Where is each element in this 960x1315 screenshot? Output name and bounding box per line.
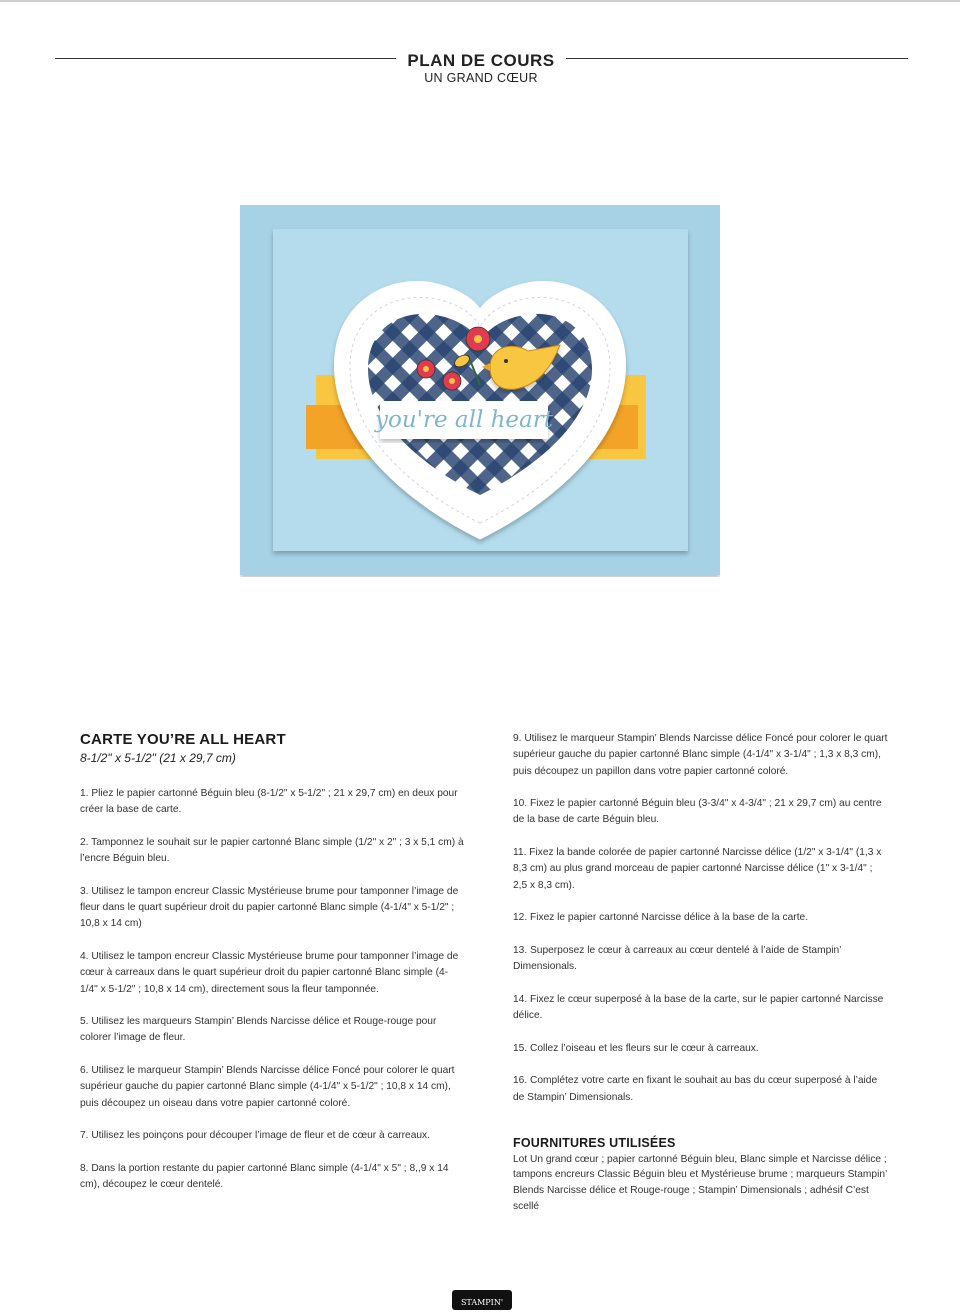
steps-list-right xyxy=(513,731,888,1106)
card-photo xyxy=(240,205,720,577)
step-item: 6. Utilisez le marqueur Stampin’ Blends Narcisse délice Foncé pour colorer le quart supérieur gauche du papier cartonné Blanc simple (4-1/4" x 5-1/2" ; 10,8 x 14 cm), puis découpez un oiseau dans votre papier cartonné coloré. xyxy=(80,1065,455,1109)
steps-list-left xyxy=(80,786,465,1193)
card-title: CARTE YOU’RE ALL HEART xyxy=(80,731,286,748)
step-item: 2. Tamponnez le souhait sur le papier cartonné Blanc simple (1/2" x 2" ; 3 x 5,1 cm) à l’encre Béguin bleu. xyxy=(80,836,464,865)
card-illustration xyxy=(240,205,720,577)
header-line-right xyxy=(566,58,908,59)
step-item: 12. Fixez le papier cartonné Narcisse délice à la base de la carte. xyxy=(513,912,809,924)
step-item: 16. Complétez votre carte en fixant le souhait au bas du cœur superposé à l’aide de Stampin’ Dimensionals. xyxy=(513,1075,878,1103)
header-line-left xyxy=(55,58,396,59)
step-item: 8. Dans la portion restante du papier cartonné Blanc simple (4-1/4" x 5" ; 8,,9 x 14 cm), découpez le cœur dentelé. xyxy=(80,1162,449,1191)
step-item: 3. Utilisez le tampon encreur Classic Mystérieuse brume pour tamponner l’image de fleur dans le quart supérieur droit du papier cartonné Blanc simple (4-1/4" x 5-1/2" ; 10,8 x 14 cm) xyxy=(80,885,459,930)
supplies-title: FOURNITURES UTILISÉES xyxy=(513,1135,676,1150)
step-item: 4. Utilisez le tampon encreur Classic Mystérieuse brume pour tamponner l’image de cœur à carreaux dans le quart supérieur droit du papier cartonné Blanc simple (4-1/4" x 5-1/2" ; 10,8 x 14 cm), directement sous la fleur tamponnée. xyxy=(80,950,459,995)
step-item: 11. Fixez la bande colorée de papier cartonné Narcisse délice (1/2" x 3-1/4" (1,3 x 8,3 cm) au plus grand morceau de papier cartonné Narcisse délice (1" x 3-1/4" ; 2,5 x 8,3 cm). xyxy=(513,847,882,891)
top-rule xyxy=(0,0,960,2)
step-item: 15. Collez l’oiseau et les fleurs sur le cœur à carreaux. xyxy=(513,1042,759,1054)
logo-text: STAMPIN' xyxy=(460,1298,504,1307)
step-item: 7. Utilisez les poinçons pour découper l’image de fleur et de cœur à carreaux. xyxy=(80,1130,430,1142)
page-subtitle: UN GRAND CŒUR xyxy=(424,71,538,85)
card-size: 8-1/2" x 5-1/2" (21 x 29,7 cm) xyxy=(80,751,236,765)
instructions-left-column xyxy=(80,731,465,1210)
step-item: 10. Fixez le papier cartonné Béguin bleu (3-3/4" x 4-3/4" ; 21 x 29,7 cm) au centre de la base de carte Béguin bleu. xyxy=(513,798,882,826)
step-item: 1. Pliez le papier cartonné Béguin bleu (8-1/2" x 5-1/2" ; 21 x 29,7 cm) en deux pour créer la base de carte. xyxy=(80,788,458,816)
page-title: PLAN DE COURS xyxy=(407,51,555,70)
step-item: 9. Utilisez le marqueur Stampin’ Blends Narcisse délice Foncé pour colorer le quart supérieur gauche du papier cartonné Blanc simple (4-1/4" x 3-1/4" ; 1,3 x 8,3 cm), puis découpez un papillon dans votre papier cartonné coloré. xyxy=(513,733,888,777)
instructions-right-column xyxy=(513,731,888,1214)
supplies-text: Lot Un grand cœur ; papier cartonné Béguin bleu, Blanc simple et Narcisse délice ; tampons encreurs Classic Béguin bleu et Mystérieuse brume ; marqueurs Stampin’ Blends Narcisse délice et Rouge-rouge ; Stampin’ Dimensionals ; adhésif C’est scellé xyxy=(513,1153,887,1212)
page-header xyxy=(0,50,960,90)
step-item: 13. Superposez le cœur à carreaux au cœur dentelé à l’aide de Stampin’ Dimensionals. xyxy=(513,944,842,973)
stampin-up-logo xyxy=(452,1290,512,1310)
sentiment-text: you're all heart xyxy=(374,407,554,433)
step-item: 5. Utilisez les marqueurs Stampin’ Blends Narcisse délice et Rouge-rouge pour colorer l’image de fleur. xyxy=(80,1016,437,1044)
step-item: 14. Fixez le cœur superposé à la base de la carte, sur le papier cartonné Narcisse délice. xyxy=(513,993,884,1022)
